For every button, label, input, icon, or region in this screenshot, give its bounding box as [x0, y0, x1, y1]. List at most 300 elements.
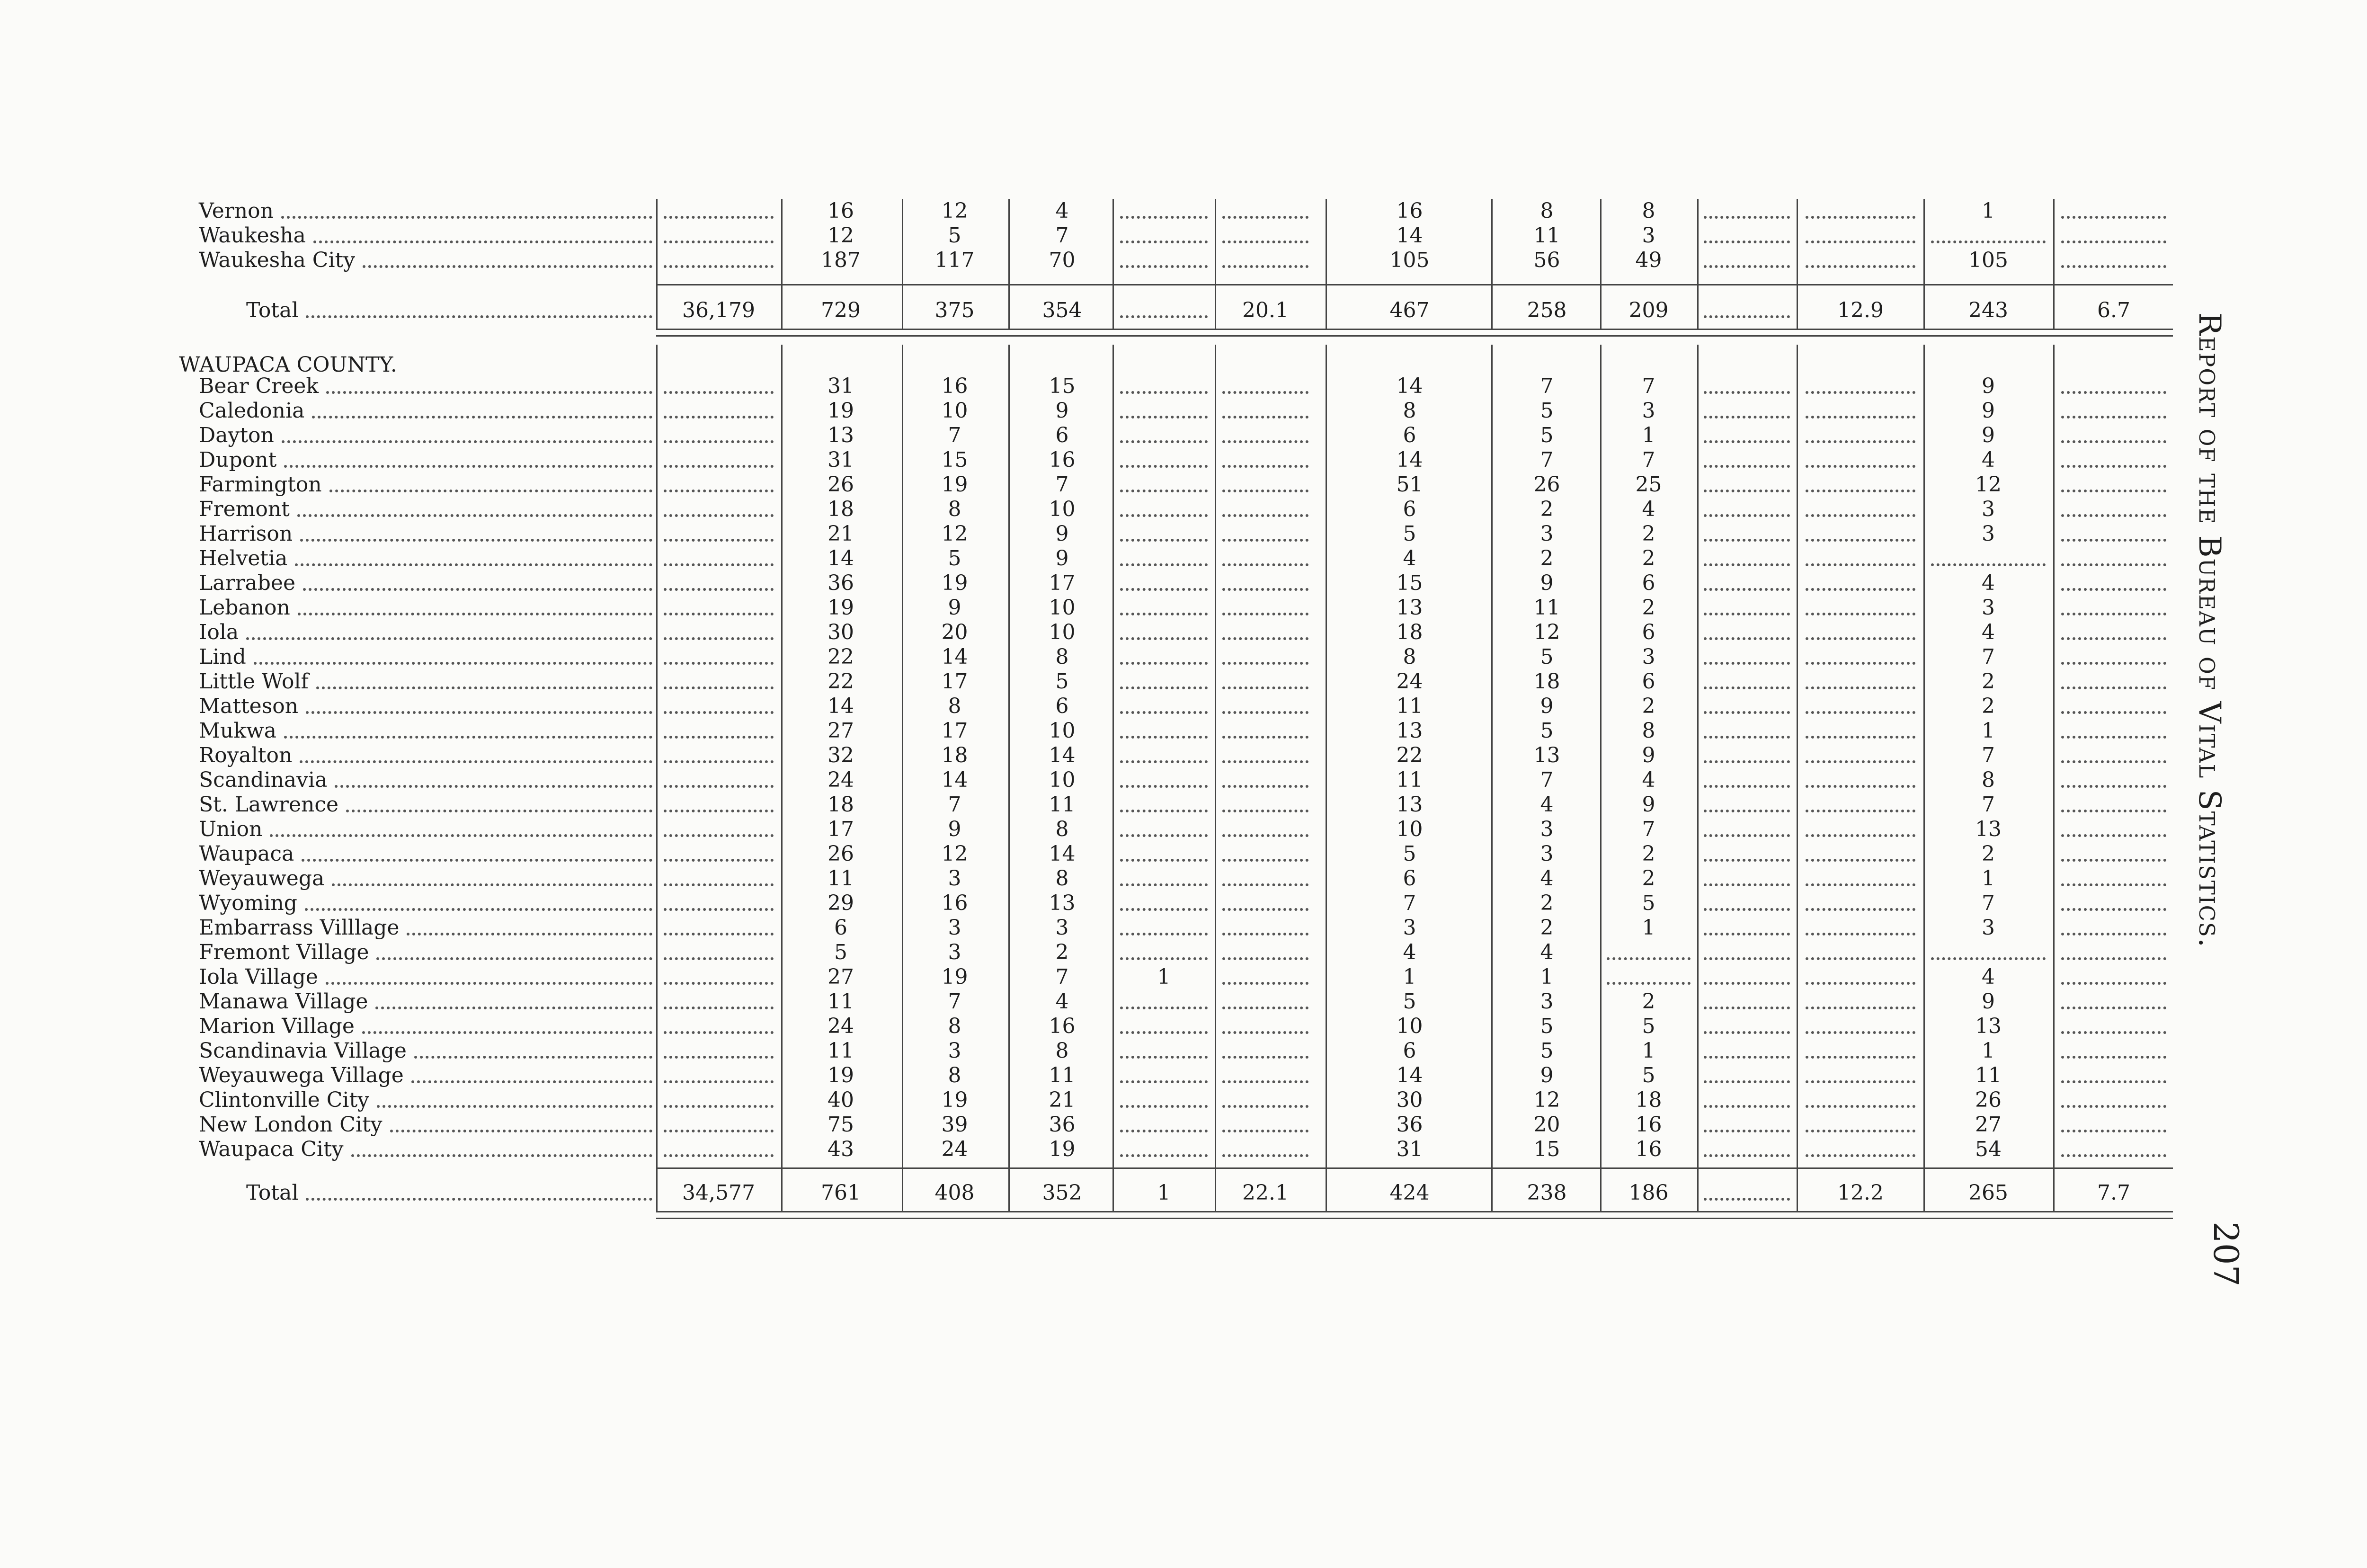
table-cell: 7 [1982, 891, 1995, 915]
table-cell: 265 [1968, 1181, 2008, 1205]
dot-leader [305, 908, 652, 911]
table-cell: 8 [1055, 866, 1069, 891]
dot-leader [664, 440, 774, 443]
dot-leader [1120, 711, 1208, 714]
table-cell: 12.9 [1837, 298, 1884, 322]
table-cell: 3 [948, 866, 961, 891]
dot-leader [1120, 785, 1208, 788]
dot-leader [1806, 637, 1915, 640]
place-name: Harrison [199, 522, 293, 546]
dot-leader [1806, 883, 1915, 886]
column-rule [1600, 199, 1602, 329]
table-cell: 75 [828, 1113, 854, 1137]
dot-leader [1806, 711, 1915, 714]
dot-leader [664, 908, 774, 911]
table-cell: 17 [828, 817, 854, 841]
table-cell: 6 [1403, 1039, 1416, 1063]
dot-leader [1806, 490, 1915, 492]
table-cell: 15 [1533, 1137, 1560, 1161]
table-cell: 2 [1540, 891, 1554, 915]
table-cell: 24 [941, 1137, 968, 1161]
table-cell: 19 [941, 965, 968, 989]
column-rule [1491, 199, 1493, 329]
table-cell: 5 [1642, 1063, 1655, 1087]
place-name: Fremont Village [199, 940, 369, 964]
dot-leader [1806, 834, 1915, 837]
table-cell: 6 [1055, 423, 1069, 447]
table-cell: 34,577 [682, 1181, 755, 1205]
place-name: Royalton [199, 743, 293, 767]
table-cell: 16 [941, 891, 968, 915]
table-cell: 27 [828, 719, 854, 743]
table-cell: 4 [1982, 571, 1995, 595]
table-cell: 12 [1533, 620, 1560, 644]
column-rule [1112, 199, 1114, 329]
table-cell: 21 [828, 522, 854, 546]
table-cell: 9 [1055, 546, 1069, 570]
dot-leader [2061, 1105, 2166, 1108]
dot-leader [2061, 216, 2166, 219]
dot-leader [664, 760, 774, 763]
column-rule [1008, 199, 1010, 329]
dot-leader [1222, 416, 1308, 419]
table-cell: 20 [941, 620, 968, 644]
place-name: Union [199, 817, 263, 841]
table-cell: 6 [1403, 866, 1416, 891]
column-rule [1600, 345, 1602, 1211]
dot-leader [306, 315, 652, 318]
table-cell: 2 [1642, 842, 1655, 866]
table-cell: 5 [1540, 399, 1554, 423]
dot-leader [1806, 810, 1915, 812]
dot-leader [2061, 490, 2166, 492]
dot-leader [1120, 810, 1208, 812]
total-label: Total [246, 1181, 299, 1205]
table-cell: 9 [948, 817, 961, 841]
dot-leader [664, 1154, 774, 1157]
table-cell: 12 [941, 522, 968, 546]
table-cell: 14 [1396, 374, 1423, 398]
table-cell: 761 [821, 1181, 861, 1205]
table-cell: 15 [1396, 571, 1423, 595]
dot-leader [390, 1130, 652, 1132]
table-cell: 6 [1642, 669, 1655, 694]
dot-leader [2061, 588, 2166, 591]
table-cell: 352 [1042, 1181, 1082, 1205]
column-rule [1797, 199, 1798, 329]
dot-leader [664, 1105, 774, 1108]
dot-leader [1704, 241, 1790, 243]
table-cell: 26 [828, 472, 854, 497]
table-cell: 26 [1533, 472, 1560, 497]
dot-leader [2061, 662, 2166, 665]
table-cell: 11 [1396, 694, 1423, 718]
table-cell: 9 [1982, 423, 1995, 447]
table-cell: 27 [828, 965, 854, 989]
dot-leader [1120, 933, 1208, 935]
dot-leader [1806, 391, 1915, 394]
dot-leader [1222, 933, 1308, 935]
table-cell: 424 [1389, 1181, 1430, 1205]
dot-leader [1120, 908, 1208, 911]
dot-leader [1704, 883, 1790, 886]
place-name: Bear Creek [199, 374, 319, 398]
dot-leader [664, 391, 774, 394]
dot-leader [1704, 315, 1790, 318]
dot-leader [1704, 760, 1790, 763]
dot-leader [1806, 563, 1915, 566]
dot-leader [1222, 563, 1308, 566]
place-name: Waukesha [199, 223, 306, 248]
dot-leader [1704, 1198, 1790, 1201]
dot-leader [1704, 834, 1790, 837]
table-cell: 5 [1540, 719, 1554, 743]
dot-leader [313, 241, 652, 243]
dot-leader [1222, 760, 1308, 763]
dot-leader [1704, 810, 1790, 812]
place-name: Iola Village [199, 965, 318, 989]
dot-leader [2061, 1154, 2166, 1157]
place-name: Helvetia [199, 546, 288, 570]
place-name: Embarrass Villlage [199, 916, 400, 940]
table-cell: 36 [828, 571, 854, 595]
dot-leader [1222, 613, 1308, 615]
table-cell: 12 [1975, 472, 2002, 497]
dot-leader [306, 711, 652, 714]
dot-leader [1222, 637, 1308, 640]
dot-leader [1222, 216, 1308, 219]
dot-leader [1704, 1130, 1790, 1132]
dot-leader [411, 1080, 652, 1083]
dot-leader [1222, 662, 1308, 665]
dot-leader [664, 883, 774, 886]
table-cell: 31 [828, 374, 854, 398]
dot-leader [1704, 933, 1790, 935]
dot-leader [1120, 1056, 1208, 1059]
table-cell: 7 [1642, 374, 1655, 398]
table-cell: 40 [828, 1088, 854, 1112]
dot-leader [302, 859, 652, 862]
dot-leader [2061, 711, 2166, 714]
table-cell: 21 [1049, 1088, 1076, 1112]
table-cell: 3 [1540, 817, 1554, 841]
dot-leader [1806, 785, 1915, 788]
dot-leader [664, 785, 774, 788]
dot-leader [335, 785, 652, 788]
table-cell: 10 [1049, 596, 1076, 620]
place-name: New London City [199, 1113, 383, 1137]
dot-leader [664, 539, 774, 542]
table-cell: 11 [828, 866, 854, 891]
dot-leader [664, 810, 774, 812]
dot-leader [1120, 514, 1208, 517]
dot-leader [1222, 539, 1308, 542]
table-cell: 27 [1975, 1113, 2002, 1137]
dot-leader [363, 265, 652, 268]
table-cell: 4 [1982, 448, 1995, 472]
double-rule-top [656, 329, 2173, 330]
dot-leader [1120, 416, 1208, 419]
table-cell: 7 [1055, 965, 1069, 989]
table-cell: 22 [828, 669, 854, 694]
dot-leader [1704, 1105, 1790, 1108]
dot-leader [1806, 908, 1915, 911]
table-cell: 5 [1540, 645, 1554, 669]
table-cell: 7 [948, 793, 961, 817]
dot-leader [1704, 957, 1790, 960]
table-cell: 12 [1533, 1088, 1560, 1112]
dot-leader [1222, 1130, 1308, 1132]
dot-leader [1222, 265, 1308, 268]
table-cell: 18 [1635, 1088, 1662, 1112]
dot-leader [664, 588, 774, 591]
dot-leader [2061, 834, 2166, 837]
table-cell: 9 [1982, 989, 1995, 1014]
dot-leader [1120, 834, 1208, 837]
table-cell: 105 [1389, 248, 1430, 272]
dot-leader [1120, 883, 1208, 886]
dot-leader [2061, 416, 2166, 419]
table-cell: 7 [1982, 793, 1995, 817]
dot-leader [1704, 391, 1790, 394]
dot-leader [303, 588, 652, 591]
dot-leader [407, 933, 652, 935]
dot-leader [312, 416, 652, 419]
dot-leader [2061, 859, 2166, 862]
dot-leader [664, 1007, 774, 1009]
table-cell: 7 [1540, 374, 1554, 398]
table-cell: 5 [1540, 1014, 1554, 1038]
dot-leader [664, 514, 774, 517]
dot-leader [1931, 241, 2046, 243]
running-header: Report of the Bureau of Vital Statistics. [2192, 312, 2227, 949]
dot-leader [1222, 1154, 1308, 1157]
table-cell: 14 [828, 546, 854, 570]
table-cell: 5 [1403, 989, 1416, 1014]
table-cell: 2 [1642, 694, 1655, 718]
table-cell: 4 [1642, 497, 1655, 521]
table-cell: 5 [1055, 669, 1069, 694]
dot-leader [1222, 465, 1308, 468]
column-rule [902, 199, 903, 329]
dot-leader [1120, 315, 1208, 318]
table-cell: 8 [948, 1014, 961, 1038]
dot-leader [1120, 440, 1208, 443]
table-cell: 9 [1540, 571, 1554, 595]
dot-leader [1120, 736, 1208, 739]
table-cell: 1 [1403, 965, 1416, 989]
dot-leader [1120, 1154, 1208, 1157]
dot-leader [1120, 539, 1208, 542]
table-cell: 9 [1982, 399, 1995, 423]
column-rule [781, 199, 783, 329]
table-cell: 24 [828, 1014, 854, 1038]
dot-leader [1806, 736, 1915, 739]
dot-leader [1704, 1154, 1790, 1157]
table-cell: 8 [1642, 719, 1655, 743]
dot-leader [414, 1056, 652, 1059]
place-name: Larrabee [199, 571, 295, 595]
dot-leader [300, 760, 652, 763]
table-cell: 8 [1055, 1039, 1069, 1063]
table-cell: 4 [1540, 866, 1554, 891]
table-cell: 2 [1642, 866, 1655, 891]
dot-leader [1806, 613, 1915, 615]
table-cell: 19 [941, 472, 968, 497]
table-cell: 8 [1642, 199, 1655, 223]
table-cell: 30 [1396, 1088, 1423, 1112]
dot-leader [1120, 859, 1208, 862]
table-cell: 12 [828, 223, 854, 248]
dot-leader [1806, 1007, 1915, 1009]
dot-leader [1704, 216, 1790, 219]
table-cell: 14 [1396, 223, 1423, 248]
table-cell: 9 [948, 596, 961, 620]
dot-leader [1120, 588, 1208, 591]
table-cell: 26 [828, 842, 854, 866]
place-name: Waukesha City [199, 248, 356, 272]
table-cell: 3 [1403, 916, 1416, 940]
table-cell: 3 [1982, 497, 1995, 521]
dot-leader [284, 465, 652, 468]
table-cell: 11 [1049, 793, 1076, 817]
table-cell: 729 [821, 298, 861, 322]
total-label: Total [246, 298, 299, 322]
table-cell: 7 [1403, 891, 1416, 915]
dot-leader [664, 465, 774, 468]
table-cell: 6 [1055, 694, 1069, 718]
dot-leader [2061, 465, 2166, 468]
table-cell: 16 [941, 374, 968, 398]
dot-leader [1704, 859, 1790, 862]
table-cell: 3 [1540, 842, 1554, 866]
dot-leader [664, 957, 774, 960]
table-cell: 6 [1403, 497, 1416, 521]
page-number: 207 [2206, 1221, 2246, 1287]
dot-leader [1806, 982, 1915, 985]
place-name: Matteson [199, 694, 299, 718]
dot-leader [2061, 391, 2166, 394]
dot-leader [1704, 416, 1790, 419]
table-cell: 31 [828, 448, 854, 472]
place-name: Iola [199, 620, 239, 644]
dot-leader [2061, 908, 2166, 911]
column-rule [1215, 199, 1216, 329]
dot-leader [2061, 686, 2166, 689]
dot-leader [664, 1130, 774, 1132]
column-rule [1326, 345, 1327, 1211]
table-cell: 12.2 [1837, 1181, 1884, 1205]
dot-leader [2061, 1130, 2166, 1132]
table-cell: 7 [1982, 645, 1995, 669]
table-cell: 117 [934, 248, 975, 272]
dot-leader [1120, 760, 1208, 763]
place-name: Caledonia [199, 399, 305, 423]
dot-leader [1806, 539, 1915, 542]
dot-leader [1704, 662, 1790, 665]
dot-leader [1222, 1105, 1308, 1108]
dot-leader [1222, 982, 1308, 985]
table-cell: 258 [1527, 298, 1567, 322]
table-cell: 5 [948, 223, 961, 248]
dot-leader [1120, 465, 1208, 468]
table-cell: 9 [1540, 1063, 1554, 1087]
dot-leader [664, 686, 774, 689]
table-cell: 10 [1396, 817, 1423, 841]
dot-leader [2061, 883, 2166, 886]
dot-leader [300, 539, 652, 542]
dot-leader [1607, 982, 1691, 985]
dot-leader [1222, 834, 1308, 837]
table-cell: 9 [1540, 694, 1554, 718]
table-cell: 2 [1642, 596, 1655, 620]
dot-leader [282, 440, 652, 443]
dot-leader [1704, 908, 1790, 911]
table-cell: 16 [1049, 1014, 1076, 1038]
dot-leader [1704, 563, 1790, 566]
table-cell: 70 [1049, 248, 1076, 272]
table-cell: 5 [948, 546, 961, 570]
table-cell: 17 [1049, 571, 1076, 595]
dot-leader [1704, 711, 1790, 714]
table-cell: 11 [1049, 1063, 1076, 1087]
table-cell: 6.7 [2097, 298, 2130, 322]
dot-leader [1222, 588, 1308, 591]
table-cell: 13 [1975, 817, 2002, 841]
table-cell: 26 [1975, 1088, 2002, 1112]
dot-leader [664, 265, 774, 268]
table-cell: 3 [1642, 645, 1655, 669]
place-name: Lebanon [199, 596, 290, 620]
table-cell: 5 [1403, 842, 1416, 866]
dot-leader [664, 1056, 774, 1059]
dot-leader [332, 883, 652, 886]
table-cell: 6 [1642, 620, 1655, 644]
table-cell: 19 [828, 596, 854, 620]
dot-leader [1806, 216, 1915, 219]
dot-leader [1704, 1007, 1790, 1009]
table-cell: 186 [1628, 1181, 1669, 1205]
table-cell: 4 [1055, 989, 1069, 1014]
dot-leader [1806, 416, 1915, 419]
dot-leader [351, 1154, 652, 1157]
table-cell: 7 [1055, 472, 1069, 497]
table-cell: 56 [1533, 248, 1560, 272]
dot-leader [664, 416, 774, 419]
county-heading: WAUPACA COUNTY. [179, 353, 397, 377]
column-rule [1923, 199, 1925, 329]
dot-leader [297, 514, 652, 517]
table-cell: 14 [828, 694, 854, 718]
column-rule [902, 345, 903, 1211]
dot-leader [2061, 982, 2166, 985]
column-rule [1112, 345, 1114, 1211]
table-cell: 1 [1157, 965, 1171, 989]
table-cell: 3 [1642, 223, 1655, 248]
table-cell: 9 [1642, 743, 1655, 767]
place-name: Wyoming [199, 891, 297, 915]
table-cell: 9 [1642, 793, 1655, 817]
dot-leader [2061, 563, 2166, 566]
dot-leader [329, 490, 652, 492]
dot-leader [1120, 686, 1208, 689]
dot-leader [1222, 810, 1308, 812]
table-cell: 5 [1540, 423, 1554, 447]
table-cell: 18 [828, 793, 854, 817]
dot-leader [1120, 265, 1208, 268]
column-rule [2053, 199, 2055, 329]
table-cell: 19 [941, 571, 968, 595]
